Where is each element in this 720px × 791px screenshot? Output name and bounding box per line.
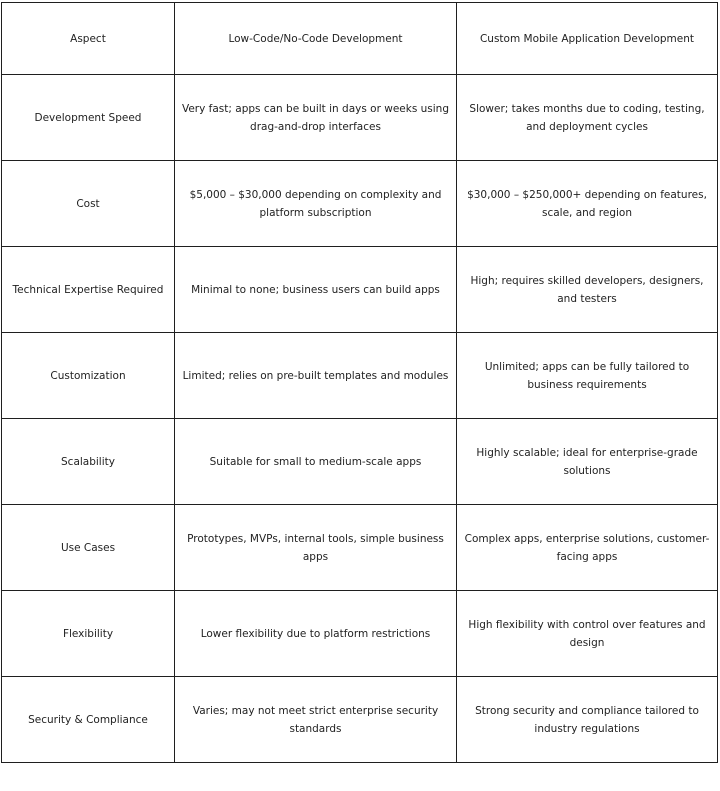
low-code-cell: Lower flexibility due to platform restrictions (175, 591, 457, 677)
low-code-cell: Suitable for small to medium-scale apps (175, 419, 457, 505)
custom-cell: Slower; takes months due to coding, testing, and deployment cycles (457, 75, 718, 161)
custom-cell: Highly scalable; ideal for enterprise-grade solutions (457, 419, 718, 505)
custom-cell: Complex apps, enterprise solutions, customer-facing apps (457, 505, 718, 591)
custom-cell: High; requires skilled developers, designers, and testers (457, 247, 718, 333)
table-header-row (2, 3, 718, 75)
table-row (2, 75, 718, 161)
custom-cell: $30,000 – $250,000+ depending on features, scale, and region (457, 161, 718, 247)
aspect-cell: Development Speed (2, 75, 175, 161)
table-row (2, 247, 718, 333)
aspect-cell: Security & Compliance (2, 677, 175, 763)
header-low-code: Low-Code/No-Code Development (175, 3, 457, 75)
low-code-cell: Minimal to none; business users can build apps (175, 247, 457, 333)
table-row (2, 161, 718, 247)
header-aspect: Aspect (2, 3, 175, 75)
aspect-cell: Flexibility (2, 591, 175, 677)
custom-cell: Strong security and compliance tailored to industry regulations (457, 677, 718, 763)
table-row (2, 419, 718, 505)
aspect-cell: Scalability (2, 419, 175, 505)
aspect-cell: Technical Expertise Required (2, 247, 175, 333)
comparison-table (1, 2, 718, 763)
aspect-cell: Use Cases (2, 505, 175, 591)
table-row (2, 591, 718, 677)
aspect-cell: Cost (2, 161, 175, 247)
low-code-cell: Limited; relies on pre-built templates and modules (175, 333, 457, 419)
comparison-table-container (1, 2, 718, 763)
low-code-cell: Prototypes, MVPs, internal tools, simple business apps (175, 505, 457, 591)
custom-cell: Unlimited; apps can be fully tailored to business requirements (457, 333, 718, 419)
low-code-cell: $5,000 – $30,000 depending on complexity and platform subscription (175, 161, 457, 247)
aspect-cell: Customization (2, 333, 175, 419)
low-code-cell: Very fast; apps can be built in days or weeks using drag-and-drop interfaces (175, 75, 457, 161)
table-row (2, 677, 718, 763)
header-custom: Custom Mobile Application Development (457, 3, 718, 75)
table-row (2, 505, 718, 591)
custom-cell: High flexibility with control over features and design (457, 591, 718, 677)
table-row (2, 333, 718, 419)
low-code-cell: Varies; may not meet strict enterprise security standards (175, 677, 457, 763)
